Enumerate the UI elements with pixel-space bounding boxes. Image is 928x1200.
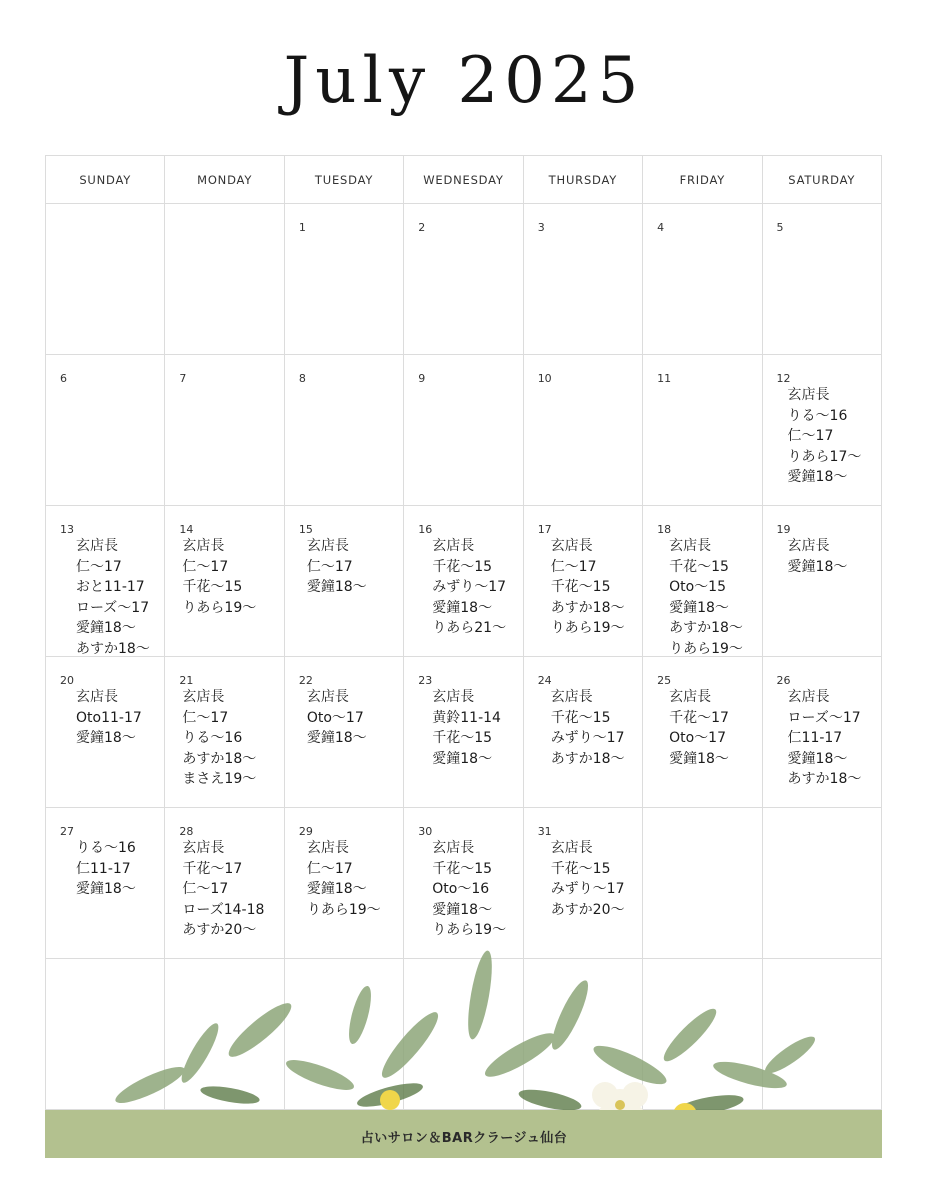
schedule-entry: Oto〜17 [669, 730, 726, 746]
schedule-entry: 千花〜15 [432, 558, 493, 575]
schedule-entry: 仁〜17 [306, 558, 353, 575]
schedule-entry: 千花〜15 [432, 860, 493, 877]
day-number: 2 [418, 221, 426, 234]
schedule-list [551, 687, 625, 769]
schedule-entry: 玄店長 [550, 538, 593, 554]
schedule-entry: 玄店長 [669, 689, 712, 705]
schedule-entry: 千花〜15 [550, 579, 611, 595]
schedule-entry: 玄店長 [550, 840, 593, 856]
schedule-entry: 千花〜15 [669, 558, 729, 575]
schedule-entry: 愛鐘18〜 [432, 901, 493, 918]
schedule-entry: Oto〜16 [432, 881, 490, 897]
weekday-header: MONDAY [165, 156, 284, 204]
day-number: 4 [657, 221, 665, 234]
day-number: 31 [537, 825, 552, 838]
day-number: 3 [537, 221, 545, 234]
schedule-entry: Oto〜15 [669, 579, 726, 595]
calendar-title: July 2025 [283, 44, 645, 118]
day-cell [284, 204, 403, 355]
schedule-entry: あすか18〜 [550, 599, 625, 616]
schedule-entry: りあら19〜 [669, 640, 743, 657]
day-number: 22 [298, 674, 313, 687]
schedule-entry: 仁〜17 [787, 428, 834, 444]
schedule-entry: りあら19〜 [182, 599, 257, 616]
schedule-entry: 仁〜17 [550, 558, 597, 575]
weekday-header: SUNDAY [46, 156, 165, 204]
day-cell [404, 355, 523, 506]
schedule-entry: 千花〜15 [182, 579, 243, 595]
day-cell [46, 657, 165, 808]
day-cell [165, 506, 284, 657]
weekday-header: FRIDAY [643, 156, 762, 204]
day-number: 23 [418, 674, 433, 687]
day-cell [404, 506, 523, 657]
day-cell [643, 355, 762, 506]
schedule-entry: 愛鐘18〜 [669, 599, 729, 616]
schedule-entry: 玄店長 [306, 689, 349, 705]
day-number: 18 [657, 523, 672, 536]
schedule-entry: りる〜16 [76, 840, 136, 856]
schedule-entry: あすか20〜 [550, 901, 625, 918]
schedule-entry: 愛鐘18〜 [432, 750, 493, 767]
schedule-list [432, 687, 501, 769]
schedule-entry: 千花〜17 [182, 860, 243, 877]
day-cell [165, 657, 284, 808]
schedule-entry: あすか18〜 [550, 750, 625, 767]
schedule-entry: 千花〜15 [550, 709, 611, 726]
day-cell [762, 657, 881, 808]
schedule-list [788, 687, 862, 790]
week-row [46, 657, 882, 808]
schedule-entry: 仁〜17 [182, 709, 229, 726]
day-cell [284, 657, 403, 808]
schedule-entry: ローズ〜17 [76, 599, 150, 616]
day-number: 10 [537, 372, 552, 385]
schedule-entry: 玄店長 [76, 689, 118, 705]
day-number: 25 [657, 674, 672, 687]
schedule-list [307, 687, 367, 749]
schedule-entry: 愛鐘18〜 [76, 881, 136, 897]
schedule-entry: 千花〜15 [432, 730, 493, 746]
day-number: 27 [60, 825, 74, 838]
day-number: 9 [418, 372, 426, 385]
day-cell [762, 204, 881, 355]
schedule-entry: りあら21〜 [432, 620, 507, 636]
day-number: 14 [179, 523, 194, 536]
day-number: 21 [179, 674, 194, 687]
day-cell [284, 355, 403, 506]
schedule-entry: あすか18〜 [669, 620, 743, 636]
schedule-entry: 玄店長 [787, 387, 830, 403]
schedule-entry: 愛鐘18〜 [787, 558, 848, 575]
weekday-header: TUESDAY [284, 156, 403, 204]
footer-salon-name: 占いサロン＆BARクラージュ仙台 [360, 1131, 568, 1146]
day-cell [165, 204, 284, 355]
schedule-entry: 千花〜15 [550, 860, 611, 877]
schedule-entry: 愛鐘18〜 [787, 750, 848, 767]
day-number: 7 [179, 372, 187, 385]
schedule-entry: 仁〜17 [76, 558, 122, 575]
schedule-entry: 仁〜17 [182, 558, 229, 575]
day-cell [762, 506, 881, 657]
schedule-entry: Oto11-17 [76, 709, 142, 726]
day-number: 17 [537, 523, 552, 536]
schedule-entry: あすか18〜 [787, 771, 862, 787]
schedule-entry: 仁11-17 [76, 860, 131, 877]
day-number: 11 [657, 372, 672, 385]
schedule-entry: 愛鐘18〜 [306, 730, 367, 746]
day-cell [284, 506, 403, 657]
schedule-entry: 仁11-17 [787, 730, 843, 746]
schedule-entry: Oto〜17 [306, 709, 364, 726]
day-cell [404, 204, 523, 355]
schedule-entry: 愛鐘18〜 [306, 881, 367, 897]
day-number: 24 [537, 674, 552, 687]
day-number: 5 [776, 221, 784, 234]
schedule-list [669, 687, 729, 769]
day-number: 8 [298, 372, 306, 385]
schedule-entry: 玄店長 [550, 689, 593, 705]
schedule-list [669, 536, 743, 659]
schedule-list [307, 536, 367, 598]
day-number: 15 [298, 523, 313, 536]
schedule-list [551, 838, 625, 920]
day-number: 16 [418, 523, 433, 536]
schedule-entry: 玄店長 [669, 538, 712, 554]
schedule-entry: 玄店長 [432, 689, 475, 705]
schedule-entry: 玄店長 [787, 538, 830, 554]
schedule-entry: 愛鐘18〜 [306, 579, 367, 595]
schedule-entry: りあら19〜 [550, 620, 625, 636]
schedule-entry: 愛鐘18〜 [76, 730, 136, 746]
schedule-list [432, 536, 506, 639]
schedule-list [788, 385, 862, 488]
schedule-entry: 玄店長 [76, 538, 118, 554]
day-cell [523, 657, 642, 808]
day-cell [165, 355, 284, 506]
weekday-header: SATURDAY [762, 156, 881, 204]
schedule-entry: 玄店長 [182, 689, 225, 705]
day-number: 6 [60, 372, 67, 385]
schedule-entry: 千花〜17 [669, 709, 729, 726]
day-number: 13 [60, 523, 74, 536]
schedule-entry: 仁〜17 [182, 881, 229, 897]
schedule-entry: おと11-17 [76, 579, 145, 595]
schedule-list [432, 838, 506, 941]
day-cell [46, 506, 165, 657]
day-cell [523, 355, 642, 506]
day-number: 30 [418, 825, 433, 838]
schedule-entry: 愛鐘18〜 [76, 620, 136, 636]
schedule-entry: 黄鈴11-14 [432, 709, 501, 726]
schedule-entry: りあら19〜 [306, 901, 381, 918]
day-number: 1 [298, 221, 306, 234]
week-row [46, 204, 882, 355]
weekday-header-row [46, 156, 882, 204]
week-row [46, 506, 882, 657]
schedule-entry: 愛鐘18〜 [787, 469, 848, 485]
schedule-entry: まさえ19〜 [182, 771, 257, 787]
schedule-list [788, 536, 848, 577]
weekday-header: WEDNESDAY [404, 156, 523, 204]
day-cell [762, 355, 881, 506]
day-number: 26 [776, 674, 791, 687]
day-cell [643, 506, 762, 657]
schedule-entry: あすか20〜 [182, 922, 257, 938]
schedule-entry: りあら17〜 [787, 448, 862, 465]
day-number: 19 [776, 523, 791, 536]
schedule-entry: 仁〜17 [306, 860, 353, 877]
day-number: 12 [776, 372, 791, 385]
schedule-list [307, 838, 381, 920]
schedule-entry: 玄店長 [432, 538, 475, 554]
schedule-entry: あすか18〜 [182, 750, 257, 767]
week-row [46, 355, 882, 506]
schedule-entry: 愛鐘18〜 [669, 750, 729, 767]
day-cell [46, 355, 165, 506]
day-cell [404, 657, 523, 808]
schedule-list [182, 838, 264, 941]
day-number: 29 [298, 825, 313, 838]
day-cell [523, 506, 642, 657]
schedule-entry: みずり〜17 [550, 881, 625, 897]
schedule-list [182, 536, 256, 618]
schedule-list [76, 838, 136, 900]
schedule-entry: みずり〜17 [432, 579, 507, 595]
day-cell [643, 204, 762, 355]
schedule-entry: 玄店長 [182, 538, 225, 554]
schedule-entry: りあら19〜 [432, 922, 507, 938]
schedule-entry: ローズ〜17 [787, 709, 861, 726]
day-number: 20 [60, 674, 74, 687]
schedule-entry: 玄店長 [306, 538, 349, 554]
schedule-entry: ローズ14-18 [182, 901, 265, 918]
day-cell [46, 204, 165, 355]
schedule-list [551, 536, 625, 639]
weekday-header: THURSDAY [523, 156, 642, 204]
schedule-entry: りる〜16 [787, 407, 848, 424]
schedule-entry: りる〜16 [182, 730, 243, 746]
schedule-entry: 玄店長 [182, 840, 225, 856]
schedule-entry: みずり〜17 [550, 730, 625, 746]
schedule-entry: 玄店長 [432, 840, 475, 856]
day-cell [523, 204, 642, 355]
schedule-entry: あすか18〜 [76, 640, 150, 657]
schedule-entry: 愛鐘18〜 [432, 599, 493, 616]
schedule-list [76, 536, 150, 659]
day-cell [643, 657, 762, 808]
schedule-list [76, 687, 142, 749]
schedule-list [182, 687, 256, 790]
schedule-entry: 玄店長 [787, 689, 830, 705]
day-number: 28 [179, 825, 194, 838]
schedule-entry: 玄店長 [306, 840, 349, 856]
